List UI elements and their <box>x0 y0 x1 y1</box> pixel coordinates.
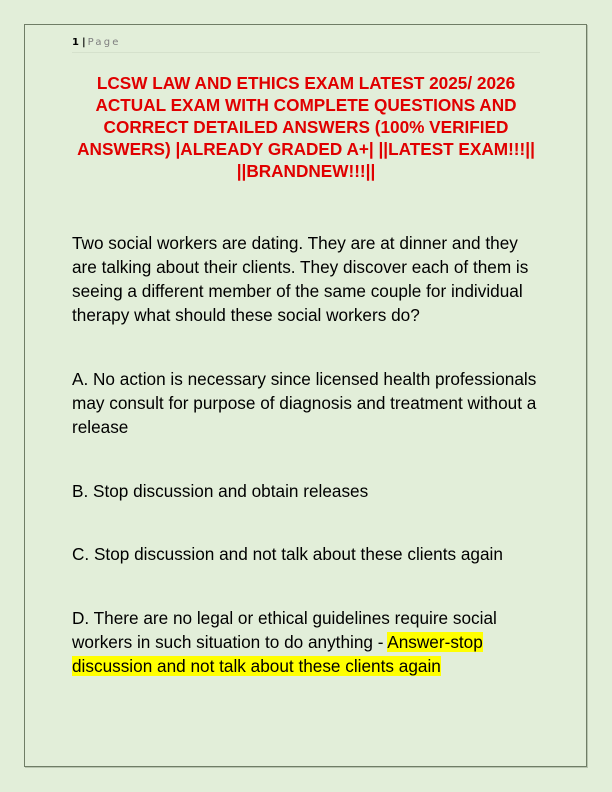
option-d <box>72 606 547 678</box>
page-header <box>72 36 540 53</box>
document-title: LCSW LAW AND ETHICS EXAM LATEST 2025/ 2026 ACTUAL EXAM WITH COMPLETE QUESTIONS AND CORRECT DETAILED ANSWERS (100% VERIFIED ANSWERS) |ALREADY GRADED A+| ||LATEST EXAM!!!|| ||BRANDNEW!!!|| <box>77 73 535 181</box>
option-a: A. No action is necessary since licensed health professionals may consult for purpose of diagnosis and treatment without a release <box>72 369 537 437</box>
option-d-text: D. There are no legal or ethical guidelines require social workers in such situation to do anything - <box>72 608 497 652</box>
page-label: Page <box>87 37 121 48</box>
page-separator: | <box>81 37 86 48</box>
question-text: Two social workers are dating. They are at dinner and they are talking about their clients. They discover each of them is seeing a different member of the same couple for individual therapy what should these social workers do? <box>72 233 529 325</box>
highlighted-answer: Answer-stop discussion and not talk about these clients again <box>72 632 483 676</box>
option-b: B. Stop discussion and obtain releases <box>72 481 369 501</box>
option-c: C. Stop discussion and not talk about these clients again <box>72 544 503 564</box>
page-number: 1 <box>72 37 79 48</box>
